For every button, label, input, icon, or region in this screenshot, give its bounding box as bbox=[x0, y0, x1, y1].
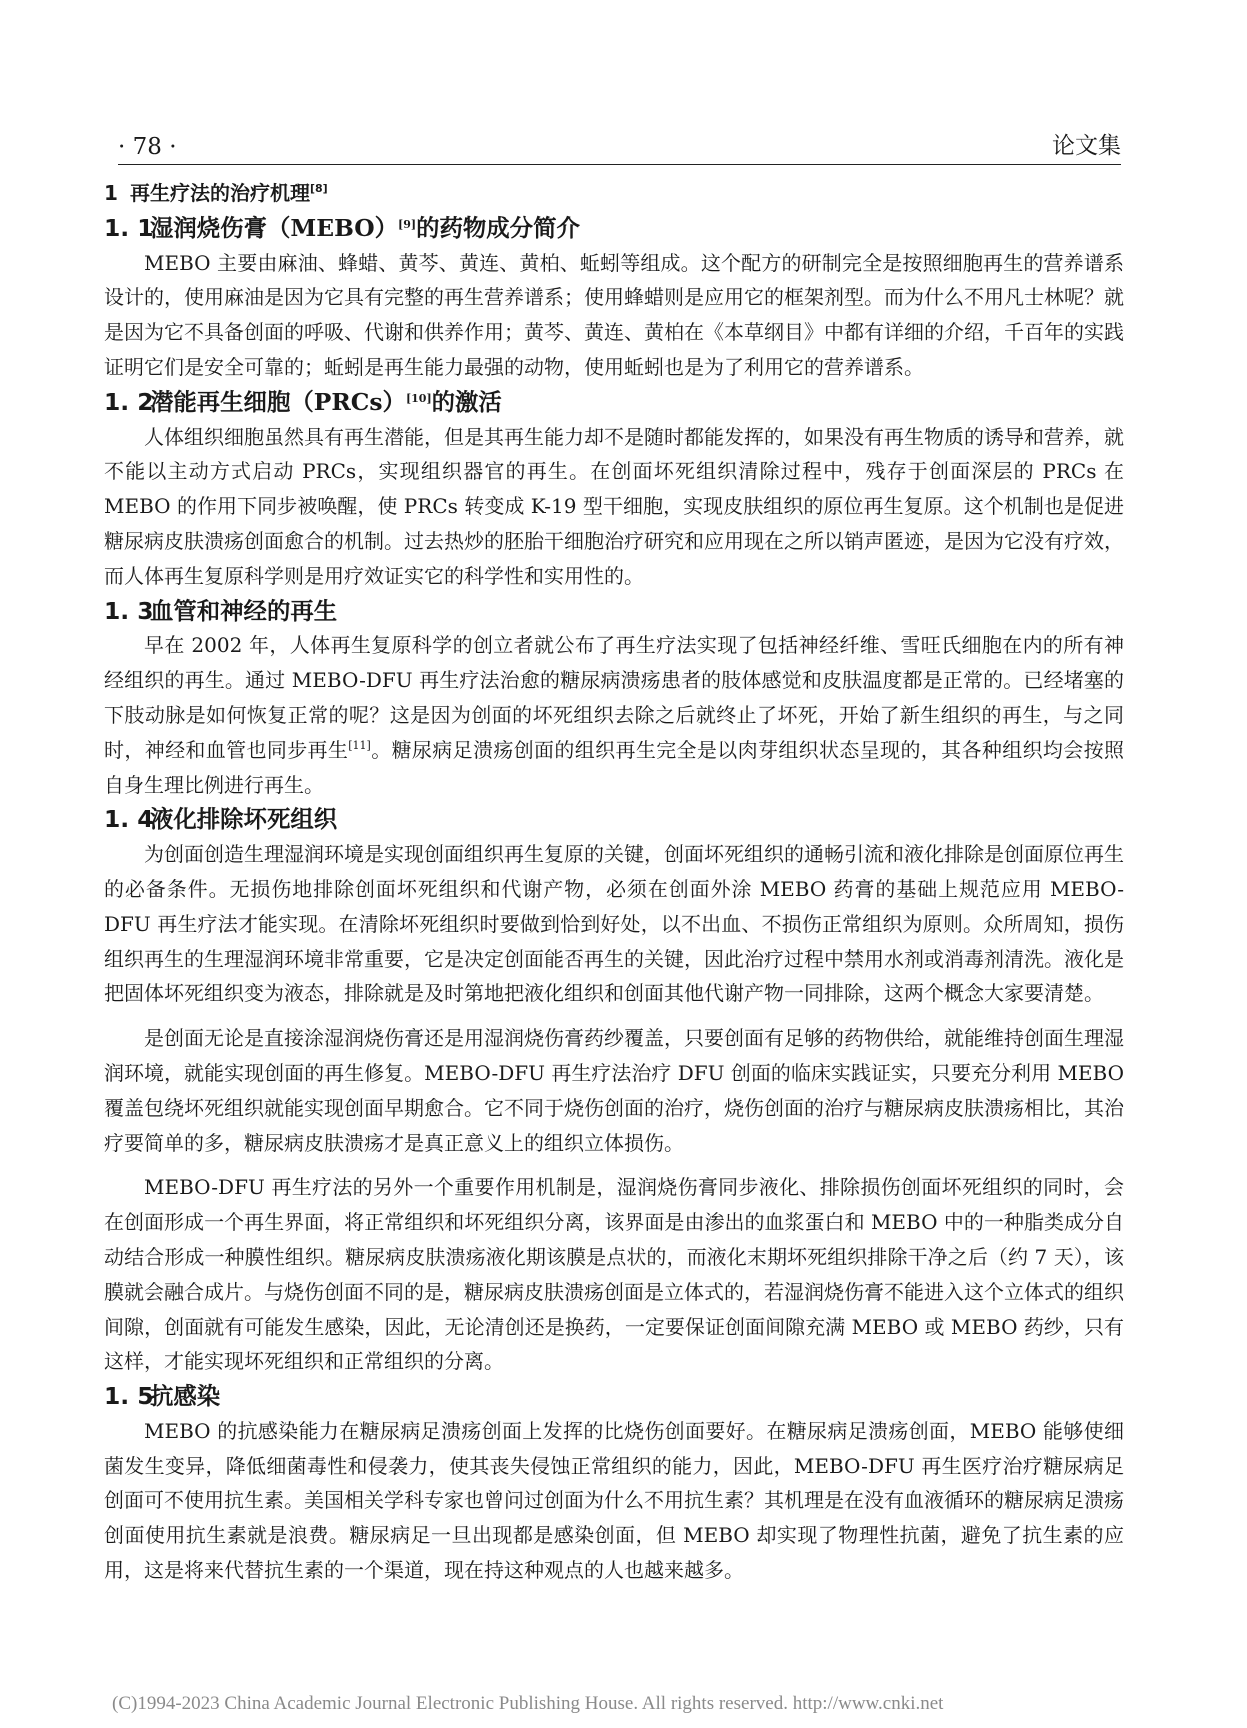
page-number: · 78 · bbox=[118, 134, 177, 160]
paragraph-text: 早在 2002 年，人体再生复原科学的创立者就公布了再生疗法实现了包括神经纤维、雪旺氏细胞在内的所有神经组织的再生。通过 MEBO-DFU 再生疗法治愈的糖尿病溃疡患者的肢体感觉和皮肤温度都是正常的。已经堵塞的下肢动脉是如何恢复正常的呢？这是因为创面的坏死组织去除之后就终止了坏死，开始了新生组织的再生，与之同时，神经和血管也同步再生 bbox=[104, 633, 1124, 762]
paragraph: MEBO 的抗感染能力在糖尿病足溃疡创面上发挥的比烧伤创面要好。在糖尿病足溃疡创面，MEBO 能够使细菌发生变异，降低细菌毒性和侵袭力，使其丧失侵蚀正常组织的能力，因此，MEBO-DFU 再生医疗治疗糖尿病足创面可不使用抗生素。美国相关学科专家也曾问过创面为什么不用抗生素？其机理是在没有血液循环的糖尿病足溃疡创面使用抗生素就是浪费。糖尿病足一旦出现都是感染创面，但 MEBO 却实现了物理性抗菌，避免了抗生素的应用，这是将来代替抗生素的一个渠道，现在持这种观点的人也越来越多。 bbox=[104, 1418, 1124, 1583]
subsection-number: 1. 2 bbox=[104, 387, 154, 416]
subsection-heading-1-3 bbox=[104, 594, 1124, 629]
reference-mark: [11] bbox=[348, 738, 371, 752]
subsection-title-cont: 的药物成分简介 bbox=[416, 213, 580, 242]
paragraph: 是创面无论是直接涂湿润烧伤膏还是用湿润烧伤膏药纱覆盖，只要创面有足够的药物供给，就能维持创面生理湿润环境，就能实现创面的再生修复。MEBO-DFU 再生疗法治疗 DFU 创面的临床实践证实，只要充分利用 MEBO 覆盖包绕坏死组织就能实现创面早期愈合。它不同于烧伤创面的治疗，烧伤创面的治疗与糖尿病皮肤溃疡相比，其治疗要简单的多，糖尿病皮肤溃疡才是真正意义上的组织立体损伤。 bbox=[104, 1026, 1124, 1155]
paragraph: MEBO 主要由麻油、蜂蜡、黄芩、黄连、黄柏、蚯蚓等组成。这个配方的研制完全是按照细胞再生的营养谱系设计的，使用麻油是因为它具有完整的再生营养谱系；使用蜂蜡则是应用它的框架剂型。而为什么不用凡士林呢？就是因为它不具备创面的呼吸、代谢和供养作用；黄芩、黄连、黄柏在《本草纲目》中都有详细的介绍，千百年的实践证明它们是安全可靠的；蚯蚓是再生能力最强的动物，使用蚯蚓也是为了利用它的营养谱系。 bbox=[104, 250, 1124, 379]
section-number: 1 bbox=[104, 181, 118, 205]
header-rule bbox=[118, 164, 1121, 165]
subsection-heading-1-1 bbox=[104, 211, 1124, 246]
subsection-heading-1-2 bbox=[104, 385, 1124, 420]
paragraph bbox=[104, 628, 1124, 802]
journal-name: 论文集 bbox=[1052, 133, 1121, 159]
subsection-title: 潜能再生细胞（PRCs） bbox=[150, 387, 406, 416]
reference-mark: [8] bbox=[310, 182, 328, 195]
copyright-footer: (C)1994-2023 China Academic Journal Electronic Publishing House. All rights reserved. http://www.cnki.net bbox=[112, 1693, 944, 1714]
subsection-number: 1. 5 bbox=[104, 1382, 154, 1411]
section-title: 再生疗法的治疗机理 bbox=[130, 181, 310, 205]
running-header bbox=[118, 124, 1121, 160]
section-heading-1 bbox=[104, 176, 1124, 211]
paragraph: MEBO-DFU 再生疗法的另外一个重要作用机制是，湿润烧伤膏同步液化、排除损伤创面坏死组织的同时，会在创面形成一个再生界面，将正常组织和坏死组织分离，该界面是由渗出的血浆蛋白和 MEBO 中的一种脂类成分自动结合形成一种膜性组织。糖尿病皮肤溃疡液化期该膜是点状的，而液化末期坏死组织排除干净之后（约 7 天），该膜就会融合成片。与烧伤创面不同的是，糖尿病皮肤溃疡创面是立体式的，若湿润烧伤膏不能进入这个立体式的组织间隙，创面就有可能发生感染，因此，无论清创还是换药，一定要保证创面间隙充满 MEBO 或 MEBO 药纱，只有这样，才能实现坏死组织和正常组织的分离。 bbox=[104, 1175, 1124, 1374]
paragraph-text-cont: 。糖尿病足溃疡创面的组织再生完全是以肉芽组织状态呈现的，其各种组织均会按照自身生理比例进行再生。 bbox=[104, 737, 1125, 797]
reference-mark: [10] bbox=[405, 391, 432, 405]
subsection-title-cont: 的激活 bbox=[431, 387, 502, 416]
subsection-title: 液化排除坏死组织 bbox=[150, 805, 338, 834]
reference-mark: [9] bbox=[398, 217, 417, 231]
subsection-heading-1-5 bbox=[104, 1379, 1124, 1414]
subsection-title: 湿润烧伤膏（MEBO） bbox=[150, 213, 399, 242]
subsection-title: 血管和神经的再生 bbox=[150, 596, 338, 625]
subsection-number: 1. 3 bbox=[104, 596, 154, 625]
paragraph: 人体组织细胞虽然具有再生潜能，但是其再生能力却不是随时都能发挥的，如果没有再生物质的诱导和营养，就不能以主动方式启动 PRCs，实现组织器官的再生。在创面坏死组织清除过程中，残存于创面深层的 PRCs 在 MEBO 的作用下同步被唤醒，使 PRCs 转变成 K-19 型干细胞，实现皮肤组织的原位再生复原。这个机制也是促进糖尿病皮肤溃疡创面愈合的机制。过去热炒的胚胎干细胞治疗研究和应用现在之所以销声匿迹，是因为它没有疗效，而人体再生复原科学则是用疗效证实它的科学性和实用性的。 bbox=[104, 424, 1124, 588]
paragraph: 为创面创造生理湿润环境是实现创面组织再生复原的关键，创面坏死组织的通畅引流和液化排除是创面原位再生的必备条件。无损伤地排除创面坏死组织和代谢产物，必须在创面外涂 MEBO 药膏的基础上规范应用 MEBO-DFU 再生疗法才能实现。在清除坏死组织时要做到恰到好处，以不出血、不损伤正常组织为原则。众所周知，损伤组织再生的生理湿润环境非常重要，它是决定创面能否再生的关键，因此治疗过程中禁用水剂或消毒剂清洗。液化是把固体坏死组织变为液态，排除就是及时第地把液化组织和创面其他代谢产物一同排除，这两个概念大家要清楚。 bbox=[104, 842, 1124, 1006]
subsection-number: 1. 1 bbox=[104, 213, 154, 242]
article-body bbox=[104, 176, 1124, 1588]
subsection-heading-1-4 bbox=[104, 802, 1124, 837]
subsection-title: 抗感染 bbox=[150, 1382, 221, 1411]
subsection-number: 1. 4 bbox=[104, 805, 154, 834]
